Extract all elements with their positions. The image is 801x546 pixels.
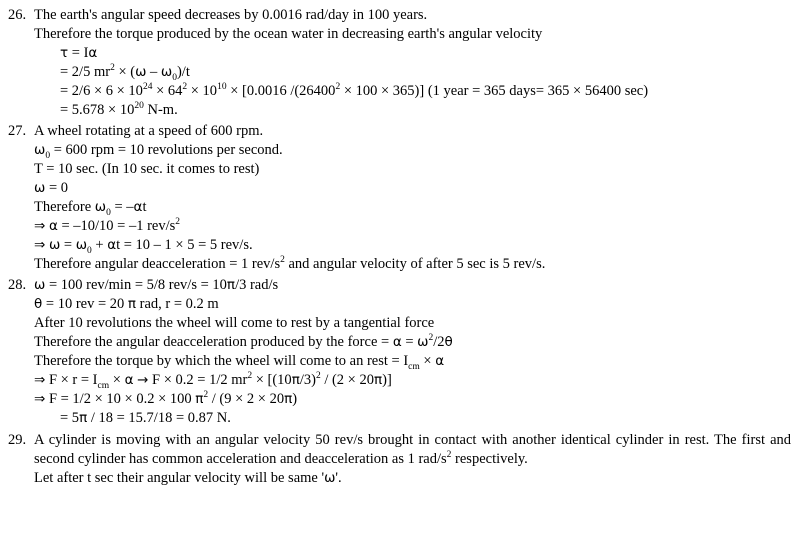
solution-line: ⇒ F = 1/2 × 10 × 0.2 × 100 $\pi^2 / (9 \times 2 \times 20\pi)$ [34, 390, 298, 407]
solution-line: Therefore the angular deacceleration produced by the force = $\alpha = \omega^2/2\theta$ [34, 333, 453, 350]
solution-line: ⇒ $F \times r = I_{cm} \times \alpha \to F \times 0.2 = 1/2$ $mr^2 \times [(10\pi/3)^2 / (2 \times 20\pi)]$ [34, 371, 392, 391]
problem-27 [0, 122, 801, 274]
problem-26 [0, 6, 801, 120]
document-page [0, 6, 801, 546]
solution-line: T = 10 sec. (In 10 sec. it comes to rest) [34, 161, 260, 177]
solution-line: ω = 0 [34, 180, 68, 196]
solution-line: ω = 100 rev/min = 5/8 rev/s = 10π/3 rad/s [34, 277, 279, 293]
solution-line: $\omega_0 = 600$ rpm = 10 revolutions per second. [34, 142, 283, 161]
problem-number: 28. [8, 277, 27, 293]
solution-line: After 10 revolutions the wheel will come to rest by a tangential force [34, 315, 435, 331]
problem-body [34, 431, 801, 488]
solution-line: The earth's angular speed decreases by 0.0016 rad/day in 100 years. [34, 7, 428, 23]
problem-body [34, 6, 801, 120]
solution-line: ⇒ $\omega = \omega_0 + \alpha t = 10 - 1 \times 5 = 5$ rev/s. [34, 237, 253, 256]
solution-line: Therefore $\omega_0 = -\alpha t$ [34, 199, 147, 218]
problem-number: 27. [8, 123, 27, 139]
solution-line: Therefore the torque produced by the ocean water in decreasing earth's angular velocity [34, 26, 543, 42]
solution-line: Let after t sec their angular velocity will be same 'ω'. [34, 470, 342, 486]
solution-line: θ = 10 rev = 20 π rad, r = 0.2 m [34, 296, 219, 312]
solution-line: = $2/6 \times 6 \times 10^{24} \times 64^2 \times 10^{10} \times [0.0016$ $/(26400^2 \times 100 \times 365)$] (1 year = 365 days= 365 × 56400 sec) [60, 82, 649, 99]
problem-body [34, 122, 801, 274]
problem-number: 26. [8, 7, 27, 23]
solution-line: τ = Iα [60, 45, 98, 61]
problem-29 [0, 431, 801, 488]
solution-line: A wheel rotating at a speed of 600 rpm. [34, 123, 264, 139]
problem-body [34, 276, 801, 428]
solution-line: Therefore the torque by which the wheel will come to an rest = $I_{cm} \times \alpha$ [34, 353, 445, 372]
solution-line: Therefore angular deacceleration = 1 rev/$s^2$ and angular velocity of after 5 sec is 5 rev/s. [34, 255, 546, 272]
problem-28 [0, 276, 801, 428]
solution-line: = 5π / 18 = 15.7/18 = 0.87 N. [60, 410, 231, 426]
solution-line: = $5.678 \times 10^{20}$ N-m. [60, 101, 178, 118]
solution-line: = 2/5 $mr^2 \times (\omega - \omega_0)/t$ [60, 63, 190, 83]
problem-number: 29. [8, 432, 27, 448]
solution-line: A cylinder is moving with an angular velocity 50 rev/s brought in contact with another identical cylinder in rest. The first and second cylinder has common acceleration and deacceleration as 1 rad/$s^2$ respectively. [34, 432, 791, 467]
solution-line: ⇒ α = –10/10 = –1 rev/$s^2$ [34, 217, 181, 234]
